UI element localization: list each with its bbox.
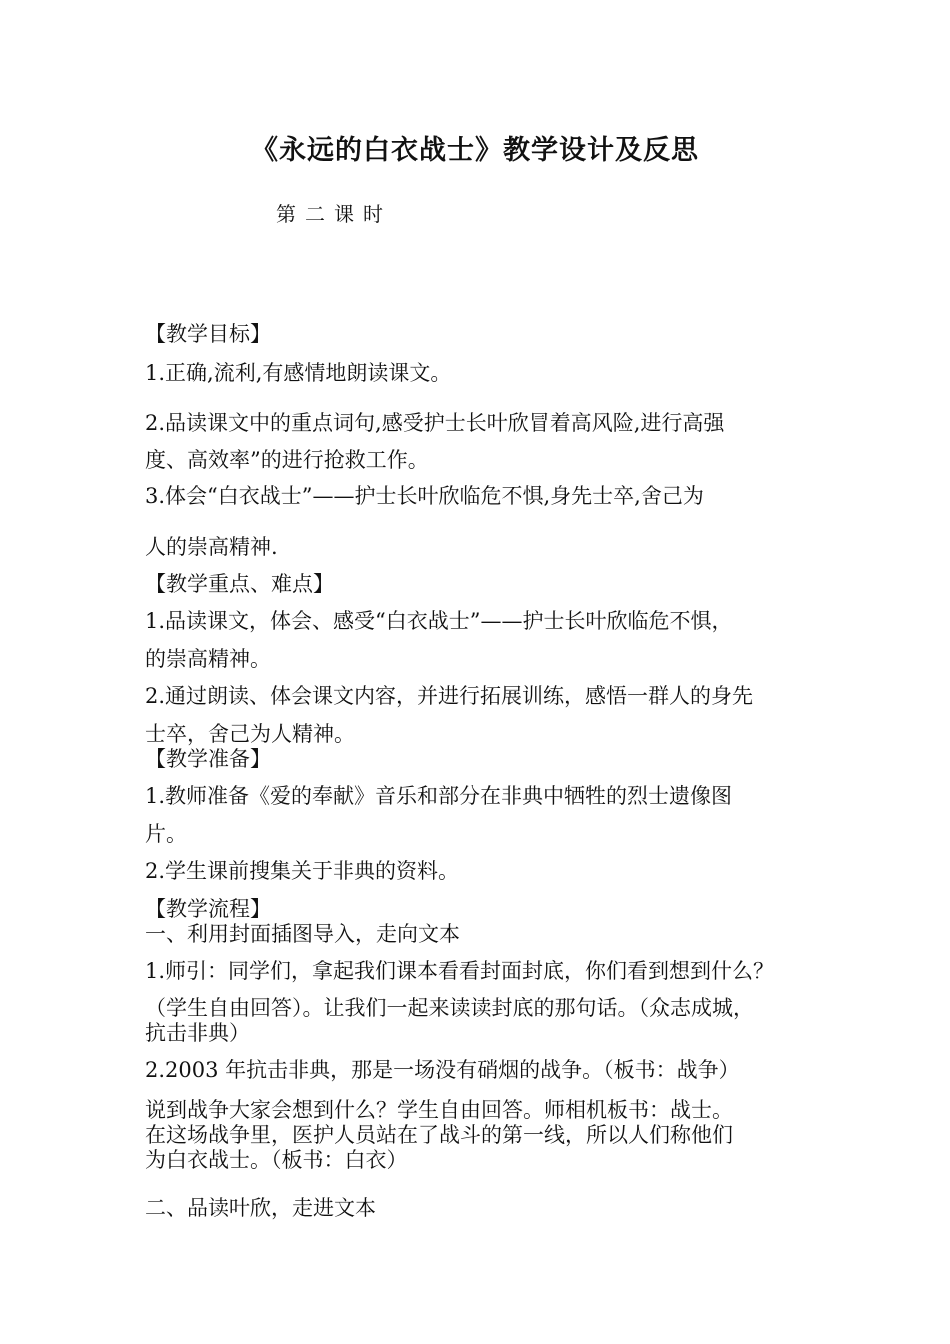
section-heading-key-points: 【教学重点、难点】: [145, 572, 334, 596]
key-point-line-2b: 士卒，舍己为人精神。: [145, 722, 355, 746]
process-line-2a: 2.2003 年抗击非典，那是一场没有硝烟的战争。（板书：战争）: [145, 1058, 740, 1082]
objective-line-3b: 人的崇高精神.: [145, 535, 278, 559]
section-heading-objectives: 【教学目标】: [145, 322, 271, 346]
objective-line-2b: 度、高效率”的进行抢救工作。: [145, 448, 429, 472]
document-title: 《永远的白衣战士》教学设计及反思: [251, 135, 699, 166]
process-step-2-heading: 二、品读叶欣，走进文本: [145, 1196, 376, 1220]
process-step-1-heading: 一、利用封面插图导入，走向文本: [145, 922, 460, 946]
section-heading-process: 【教学流程】: [145, 897, 271, 921]
process-line-2c: 在这场战争里，医护人员站在了战斗的第一线，所以人们称他们: [145, 1123, 733, 1147]
key-point-line-1a: 1.品读课文，体会、感受“白衣战士”——护士长叶欣临危不惧，: [145, 609, 733, 633]
process-line-1c: 抗击非典）: [145, 1021, 250, 1045]
process-line-2d: 为白衣战士。（板书：白衣）: [145, 1148, 408, 1172]
section-heading-preparation: 【教学准备】: [145, 747, 271, 771]
preparation-line-1a: 1.教师准备《爱的奉献》音乐和部分在非典中牺牲的烈士遗像图: [145, 784, 733, 808]
preparation-line-2: 2.学生课前搜集关于非典的资料。: [145, 859, 460, 883]
key-point-line-1b: 的崇高精神。: [145, 647, 271, 671]
preparation-line-1b: 片。: [145, 822, 187, 846]
process-line-1b: （学生自由回答）。让我们一起来读读封底的那句话。（众志成城，: [145, 996, 754, 1020]
objective-line-1: 1.正确,流利,有感情地朗读课文。: [145, 361, 452, 385]
objective-line-2a: 2.品读课文中的重点词句,感受护士长叶欣冒着高风险,进行高强: [145, 411, 725, 435]
key-point-line-2a: 2.通过朗读、体会课文内容，并进行拓展训练，感悟一群人的身先: [145, 684, 754, 708]
document-subtitle: 第二课时: [276, 202, 392, 226]
objective-line-3a: 3.体会“白衣战士”——护士长叶欣临危不惧,身先士卒,舍己为: [145, 484, 704, 508]
process-line-2b: 说到战争大家会想到什么？学生自由回答。师相机板书：战士。: [145, 1098, 733, 1122]
process-line-1a: 1.师引：同学们，拿起我们课本看看封面封底，你们看到想到什么？: [145, 959, 775, 983]
